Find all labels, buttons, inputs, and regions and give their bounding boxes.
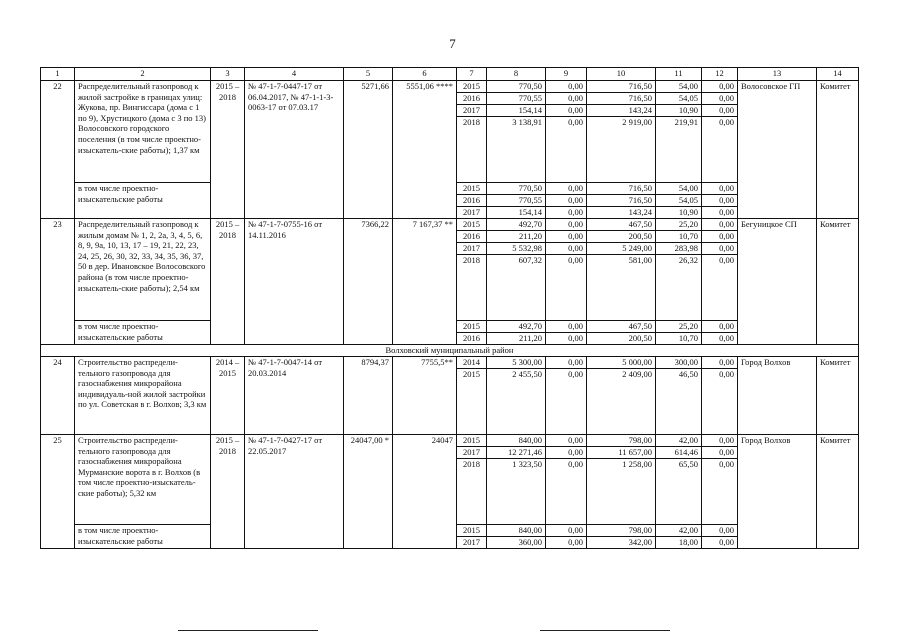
cell-c6: 5551,06 ****	[393, 81, 457, 219]
customer: Комитет	[817, 435, 859, 549]
finance-cell: 0,00	[546, 231, 587, 243]
finance-cell: 840,00	[487, 435, 546, 447]
column-header: 8	[487, 68, 546, 81]
finance-cell: 143,24	[587, 105, 656, 117]
column-header: 13	[738, 68, 817, 81]
finance-cell: 12 271,46	[487, 447, 546, 459]
finance-cell: 770,55	[487, 93, 546, 105]
footer-rule	[540, 630, 670, 631]
finance-cell: 0,00	[702, 183, 738, 195]
finance-cell: 0,00	[702, 243, 738, 255]
row-number: 23	[41, 219, 75, 345]
finance-cell: 607,32	[487, 255, 546, 321]
municipality: Волосовское ГП	[738, 81, 817, 219]
finance-cell: 11 657,00	[587, 447, 656, 459]
finance-cell: 5 249,00	[587, 243, 656, 255]
finance-cell: 0,00	[702, 537, 738, 549]
finance-cell: 211,20	[487, 333, 546, 345]
finance-cell: 0,00	[546, 195, 587, 207]
column-header: 6	[393, 68, 457, 81]
sub-label: в том числе проектно-изыскательские работы	[75, 525, 211, 549]
finance-cell: 2017	[457, 243, 487, 255]
finance-cell: 2015	[457, 369, 487, 435]
section-title: Волховский муниципальный район	[41, 345, 859, 357]
finance-cell: 0,00	[546, 321, 587, 333]
finance-cell: 770,50	[487, 183, 546, 195]
finance-cell: 1 258,00	[587, 459, 656, 525]
finance-cell: 0,00	[702, 321, 738, 333]
finance-cell: 65,50	[656, 459, 702, 525]
cell-c6: 24047	[393, 435, 457, 549]
finance-cell: 2015	[457, 525, 487, 537]
sub-label: в том числе проектно-изыскательские работы	[75, 183, 211, 219]
column-header: 11	[656, 68, 702, 81]
object-name: Распределительный газопровод к жилым домам № 1, 2, 2а, 3, 4, 5, 6, 8, 9, 9а, 10, 13, 17 – 19, 21, 22, 23, 24, 25, 26, 30, 32, 33, 34, 35, 36, 37, 50 в дер. Ивановское Волосовского района (в том числе проектно-изыскатель-ские работы); 2,54 км	[75, 219, 211, 321]
customer: Комитет	[817, 357, 859, 435]
finance-cell: 2018	[457, 117, 487, 183]
finance-cell: 5 532,98	[487, 243, 546, 255]
cell-c5: 24047,00 *	[344, 435, 393, 549]
cell-years: 2015 – 2018	[211, 81, 245, 219]
finance-cell: 0,00	[546, 81, 587, 93]
cell-permit: № 47-1-7-0427-17 от 22.05.2017	[245, 435, 344, 549]
object-name: Строительство распредели-тельного газопровода для газоснабжения микрорайона Мурманские ворота в г. Волхов (в том числе проектно-изыскатель-ские работы); 5,32 км	[75, 435, 211, 525]
finance-cell: 798,00	[587, 435, 656, 447]
finance-cell: 0,00	[702, 207, 738, 219]
finance-cell: 614,46	[656, 447, 702, 459]
cell-c5: 7366,22	[344, 219, 393, 345]
finance-cell: 840,00	[487, 525, 546, 537]
finance-cell: 0,00	[702, 105, 738, 117]
finance-cell: 54,05	[656, 93, 702, 105]
column-header: 4	[245, 68, 344, 81]
finance-cell: 770,50	[487, 81, 546, 93]
finance-cell: 10,90	[656, 207, 702, 219]
finance-cell: 5 000,00	[587, 357, 656, 369]
finance-cell: 2015	[457, 219, 487, 231]
finance-cell: 2016	[457, 333, 487, 345]
finance-cell: 0,00	[702, 255, 738, 321]
finance-cell: 25,20	[656, 219, 702, 231]
finance-cell: 211,20	[487, 231, 546, 243]
column-header: 5	[344, 68, 393, 81]
finance-cell: 0,00	[546, 117, 587, 183]
finance-cell: 492,70	[487, 321, 546, 333]
finance-cell: 200,50	[587, 333, 656, 345]
finance-cell: 716,50	[587, 93, 656, 105]
finance-cell: 0,00	[702, 231, 738, 243]
finance-cell: 2016	[457, 231, 487, 243]
page-number: 7	[449, 36, 456, 51]
finance-cell: 0,00	[702, 333, 738, 345]
sub-label: в том числе проектно-изыскательские работы	[75, 321, 211, 345]
finance-cell: 770,55	[487, 195, 546, 207]
finance-cell: 0,00	[702, 117, 738, 183]
finance-cell: 200,50	[587, 231, 656, 243]
finance-cell: 3 138,91	[487, 117, 546, 183]
finance-cell: 2018	[457, 459, 487, 525]
finance-cell: 26,32	[656, 255, 702, 321]
finance-cell: 0,00	[546, 93, 587, 105]
finance-cell: 2015	[457, 81, 487, 93]
table-row	[41, 81, 859, 93]
cell-c5: 5271,66	[344, 81, 393, 219]
finance-cell: 716,50	[587, 81, 656, 93]
row-number: 22	[41, 81, 75, 219]
finance-cell: 0,00	[546, 243, 587, 255]
finance-cell: 2 455,50	[487, 369, 546, 435]
finance-cell: 18,00	[656, 537, 702, 549]
finance-cell: 2016	[457, 93, 487, 105]
finance-cell: 0,00	[546, 105, 587, 117]
finance-cell: 143,24	[587, 207, 656, 219]
finance-cell: 10,90	[656, 105, 702, 117]
table-row	[41, 435, 859, 447]
table-row	[41, 219, 859, 231]
finance-cell: 2 409,00	[587, 369, 656, 435]
finance-cell: 0,00	[702, 357, 738, 369]
column-header: 12	[702, 68, 738, 81]
finance-cell: 46,50	[656, 369, 702, 435]
finance-cell: 42,00	[656, 525, 702, 537]
finance-cell: 798,00	[587, 525, 656, 537]
finance-cell: 2015	[457, 435, 487, 447]
finance-cell: 0,00	[546, 207, 587, 219]
finance-cell: 2017	[457, 105, 487, 117]
column-header: 9	[546, 68, 587, 81]
object-name: Строительство распредели-тельного газопровода для газоснабжения микрорайона индивидуаль-ной жилой застройки по ул. Советская в г. Волхов; 3,3 км	[75, 357, 211, 435]
finance-cell: 283,98	[656, 243, 702, 255]
finance-cell: 1 323,50	[487, 459, 546, 525]
column-header: 7	[457, 68, 487, 81]
finance-cell: 0,00	[546, 183, 587, 195]
finance-cell: 2016	[457, 195, 487, 207]
object-name: Распределительный газопровод к жилой застройке в границах улиц: Жукова, пр. Вингиссара (дома с 1 по 9), Хрустицкого (дома с 3 по 13) Волосовского городского поселения (в том числе проектно-изыскатель-ские работы); 1,37 км	[75, 81, 211, 183]
finance-cell: 716,50	[587, 183, 656, 195]
finance-cell: 154,14	[487, 207, 546, 219]
finance-cell: 0,00	[702, 195, 738, 207]
finance-cell: 342,00	[587, 537, 656, 549]
finance-cell: 0,00	[546, 255, 587, 321]
finance-cell: 0,00	[702, 525, 738, 537]
row-number: 25	[41, 435, 75, 549]
finance-cell: 0,00	[546, 537, 587, 549]
finance-cell: 0,00	[546, 447, 587, 459]
finance-cell: 0,00	[546, 459, 587, 525]
finance-cell: 0,00	[546, 357, 587, 369]
municipality: Город Волхов	[738, 435, 817, 549]
finance-cell: 42,00	[656, 435, 702, 447]
section-row	[41, 345, 859, 357]
finance-cell: 2017	[457, 537, 487, 549]
customer: Комитет	[817, 81, 859, 219]
finance-cell: 467,50	[587, 321, 656, 333]
finance-cell: 467,50	[587, 219, 656, 231]
finance-cell: 300,00	[656, 357, 702, 369]
cell-years: 2015 – 2018	[211, 435, 245, 549]
column-header: 1	[41, 68, 75, 81]
finance-cell: 2015	[457, 321, 487, 333]
finance-cell: 2015	[457, 183, 487, 195]
cell-permit: № 47-1-7-0047-14 от 20.03.2014	[245, 357, 344, 435]
finance-cell: 0,00	[546, 525, 587, 537]
finance-cell: 54,00	[656, 183, 702, 195]
finance-cell: 581,00	[587, 255, 656, 321]
footer-rule	[178, 630, 318, 631]
table-body	[41, 81, 859, 549]
row-number: 24	[41, 357, 75, 435]
municipality: Город Волхов	[738, 357, 817, 435]
finance-cell: 5 300,00	[487, 357, 546, 369]
finance-cell: 360,00	[487, 537, 546, 549]
finance-cell: 0,00	[702, 459, 738, 525]
column-header: 14	[817, 68, 859, 81]
cell-years: 2014 – 2015	[211, 357, 245, 435]
finance-cell: 0,00	[702, 93, 738, 105]
finance-cell: 0,00	[546, 369, 587, 435]
finance-cell: 0,00	[702, 219, 738, 231]
finance-cell: 2017	[457, 447, 487, 459]
finance-cell: 10,70	[656, 231, 702, 243]
finance-cell: 2018	[457, 255, 487, 321]
finance-cell: 0,00	[702, 81, 738, 93]
finance-cell: 2 919,00	[587, 117, 656, 183]
header-row	[41, 68, 859, 81]
finance-cell: 54,05	[656, 195, 702, 207]
cell-years: 2015 – 2018	[211, 219, 245, 345]
finance-cell: 25,20	[656, 321, 702, 333]
cell-c6: 7755,5**	[393, 357, 457, 435]
cell-permit: № 47-1-7-0447-17 от 06.04.2017, № 47-1-1-3-0063-17 от 07.03.17	[245, 81, 344, 219]
column-header: 2	[75, 68, 211, 81]
cell-permit: № 47-1-7-0755-16 от 14.11.2016	[245, 219, 344, 345]
finance-cell: 154,14	[487, 105, 546, 117]
finance-cell: 0,00	[702, 369, 738, 435]
cell-c5: 8794,37	[344, 357, 393, 435]
finance-cell: 54,00	[656, 81, 702, 93]
program-table	[40, 67, 859, 549]
finance-cell: 2017	[457, 207, 487, 219]
customer: Комитет	[817, 219, 859, 345]
finance-cell: 0,00	[702, 435, 738, 447]
municipality: Бегуницкое СП	[738, 219, 817, 345]
finance-cell: 492,70	[487, 219, 546, 231]
cell-c6: 7 167,37 **	[393, 219, 457, 345]
finance-cell: 0,00	[546, 333, 587, 345]
finance-cell: 0,00	[546, 435, 587, 447]
finance-cell: 716,50	[587, 195, 656, 207]
finance-cell: 0,00	[546, 219, 587, 231]
finance-cell: 10,70	[656, 333, 702, 345]
finance-cell: 0,00	[702, 447, 738, 459]
finance-cell: 2014	[457, 357, 487, 369]
table-row	[41, 357, 859, 369]
column-header: 10	[587, 68, 656, 81]
finance-cell: 219,91	[656, 117, 702, 183]
column-header: 3	[211, 68, 245, 81]
